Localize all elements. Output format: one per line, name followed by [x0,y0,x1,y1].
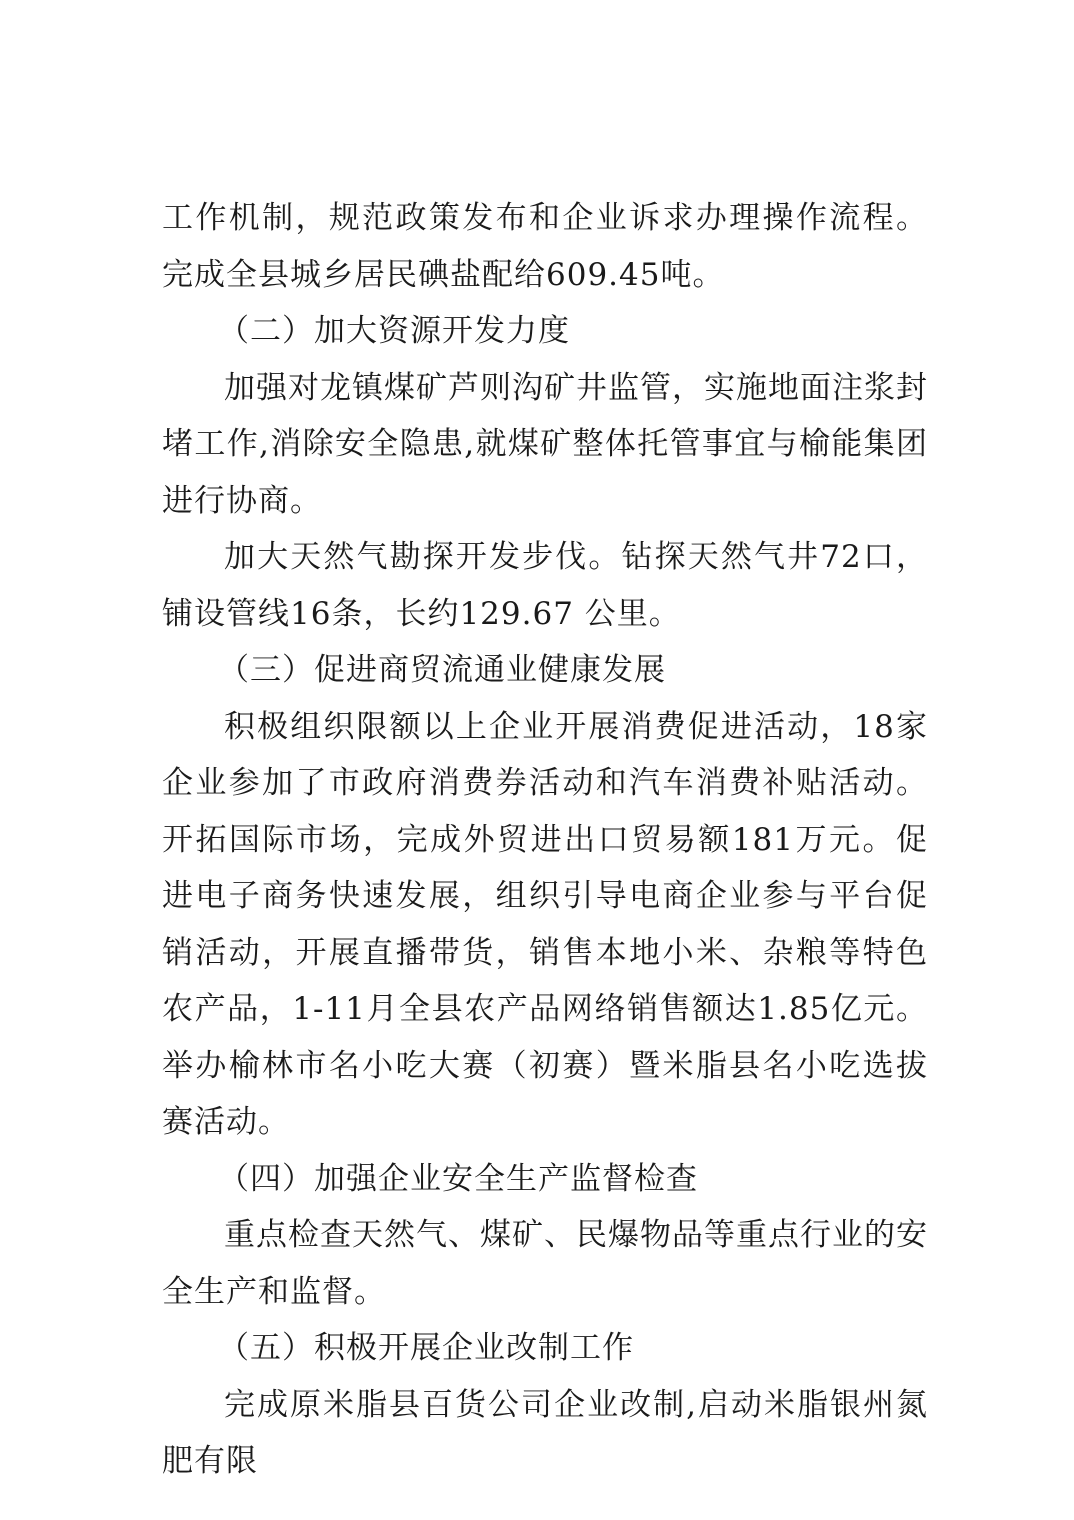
section-heading-2: （二）加大资源开发力度 [218,313,570,349]
section-heading-3: （三）促进商贸流通业健康发展 [218,652,666,688]
paragraph-continuation: 工作机制，规范政策发布和企业诉求办理操作流程。完成全县城乡居民碘盐配给609.45吨。 [162,200,928,293]
paragraph-restructuring: 完成原米脂县百货公司企业改制,启动米脂银州氮肥有限 [162,1386,928,1479]
paragraph-natural-gas: 加大天然气勘探开发步伐。钻探天然气井72口，铺设管线16条，长约129.67 公里。 [162,539,928,632]
paragraph-coal-mine: 加强对龙镇煤矿芦则沟矿井监管，实施地面注浆封堵工作,消除安全隐患,就煤矿整体托管事宜与榆能集团进行协商。 [162,369,928,519]
section-heading-4: （四）加强企业安全生产监督检查 [218,1160,698,1197]
paragraph-commerce: 积极组织限额以上企业开展消费促进活动，18家企业参加了市政府消费券活动和汽车消费补贴活动。开拓国际市场，完成外贸进出口贸易额181万元。促进电子商务快速发展，组织引导电商企业参与平台促销活动，开展直播带货，销售本地小米、杂粮等特色农产品，1-11月全县农产品网络销售额达1.85亿元。举办榆林市名小吃大赛（初赛）暨米脂县名小吃选拔赛活动。 [162,708,928,1140]
paragraph-safety: 重点检查天然气、煤矿、民爆物品等重点行业的安全生产和监督。 [162,1217,928,1310]
section-heading-5: （五）积极开展企业改制工作 [218,1330,634,1366]
document-body [162,190,928,1490]
